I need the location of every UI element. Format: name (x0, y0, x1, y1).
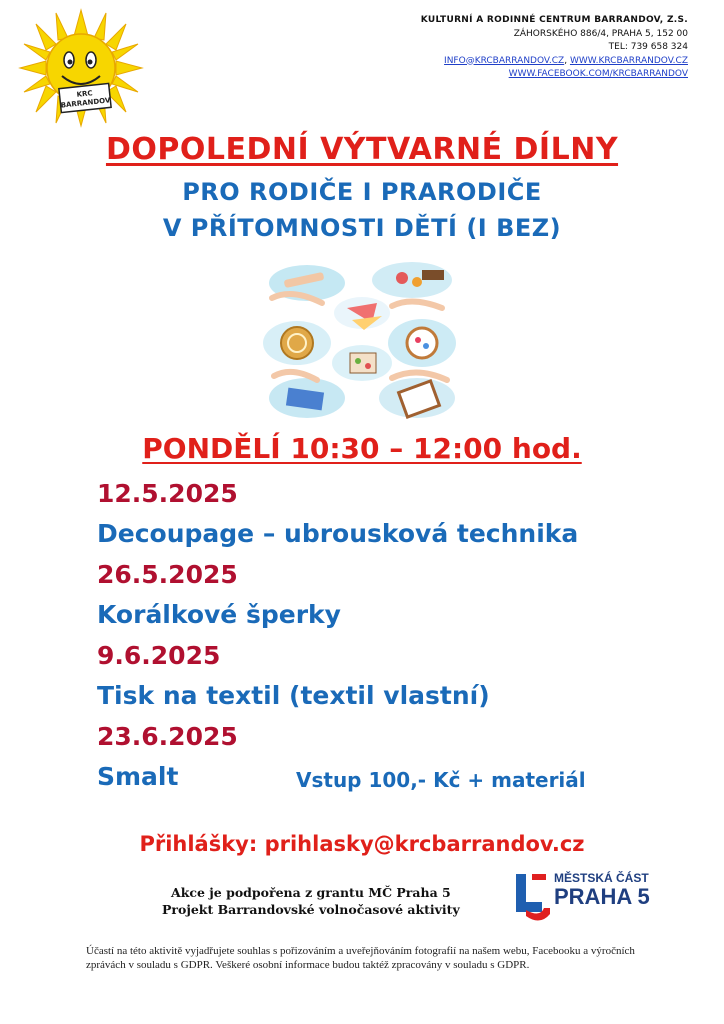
date-3: 9.6.2025 (97, 641, 221, 670)
praha5-line2: PRAHA 5 (554, 884, 650, 909)
grant-line1: Akce je podpořena z grantu MČ Praha 5 (171, 885, 451, 900)
topic-3: Tisk na textil (textil vlastní) (97, 681, 490, 710)
praha5-logo (510, 868, 670, 928)
registration-email: Přihlášky: prihlasky@krcbarrandov.cz (139, 832, 585, 856)
schedule-time: PONDĚLÍ 10:30 – 12:00 hod. (142, 432, 582, 465)
link-separator: , (564, 55, 570, 66)
crafts-illustration (262, 258, 462, 423)
gdpr-notice: Účastí na této aktivitě vyjadřujete souhlas s pořizováním a uveřejňováním fotografií na našem webu, Facebooku a výročních zprávách v souladu s GDPR. Veškeré osobní informace budou taktéž zpracovány v souladu s GDPR. (86, 945, 635, 971)
logo-text-line2: BARRANDOV (60, 96, 111, 110)
topic-4: Smalt (97, 762, 179, 791)
organization-contact (421, 14, 688, 82)
krc-sun-logo (16, 8, 146, 128)
facebook-link[interactable]: WWW.FACEBOOK.COM/KRCBARRANDOV (508, 69, 688, 79)
org-name: KULTURNÍ A RODINNÉ CENTRUM BARRANDOV, Z.S. (420, 15, 688, 25)
web-link[interactable]: WWW.KRCBARRANDOV.CZ (569, 55, 688, 66)
praha5-line1: MĚSTSKÁ ČÁST (554, 871, 649, 885)
topic-2: Korálkové šperky (97, 600, 341, 629)
date-2: 26.5.2025 (97, 560, 238, 589)
date-1: 12.5.2025 (97, 479, 238, 508)
topic-1: Decoupage – ubrousková technika (97, 519, 579, 548)
subtitle-line2: V PŘÍTOMNOSTI DĚTÍ (I BEZ) (162, 214, 562, 242)
email-link[interactable]: INFO@KRCBARRANDOV.CZ (444, 55, 565, 66)
org-address: ZÁHORSKÉHO 886/4, PRAHA 5, 152 00 (513, 28, 688, 39)
grant-line2: Projekt Barrandovské volnočasové aktivity (162, 902, 460, 917)
grant-note (162, 884, 460, 918)
date-4: 23.6.2025 (97, 722, 238, 751)
org-phone: TEL: 739 658 324 (608, 42, 688, 52)
subtitle-line1: PRO RODIČE I PRARODIČE (182, 178, 542, 206)
logo-text-line1: KRC (76, 89, 93, 99)
price-info: Vstup 100,- Kč + materiál (296, 768, 586, 792)
page-title: DOPOLEDNÍ VÝTVARNÉ DÍLNY (105, 132, 619, 167)
